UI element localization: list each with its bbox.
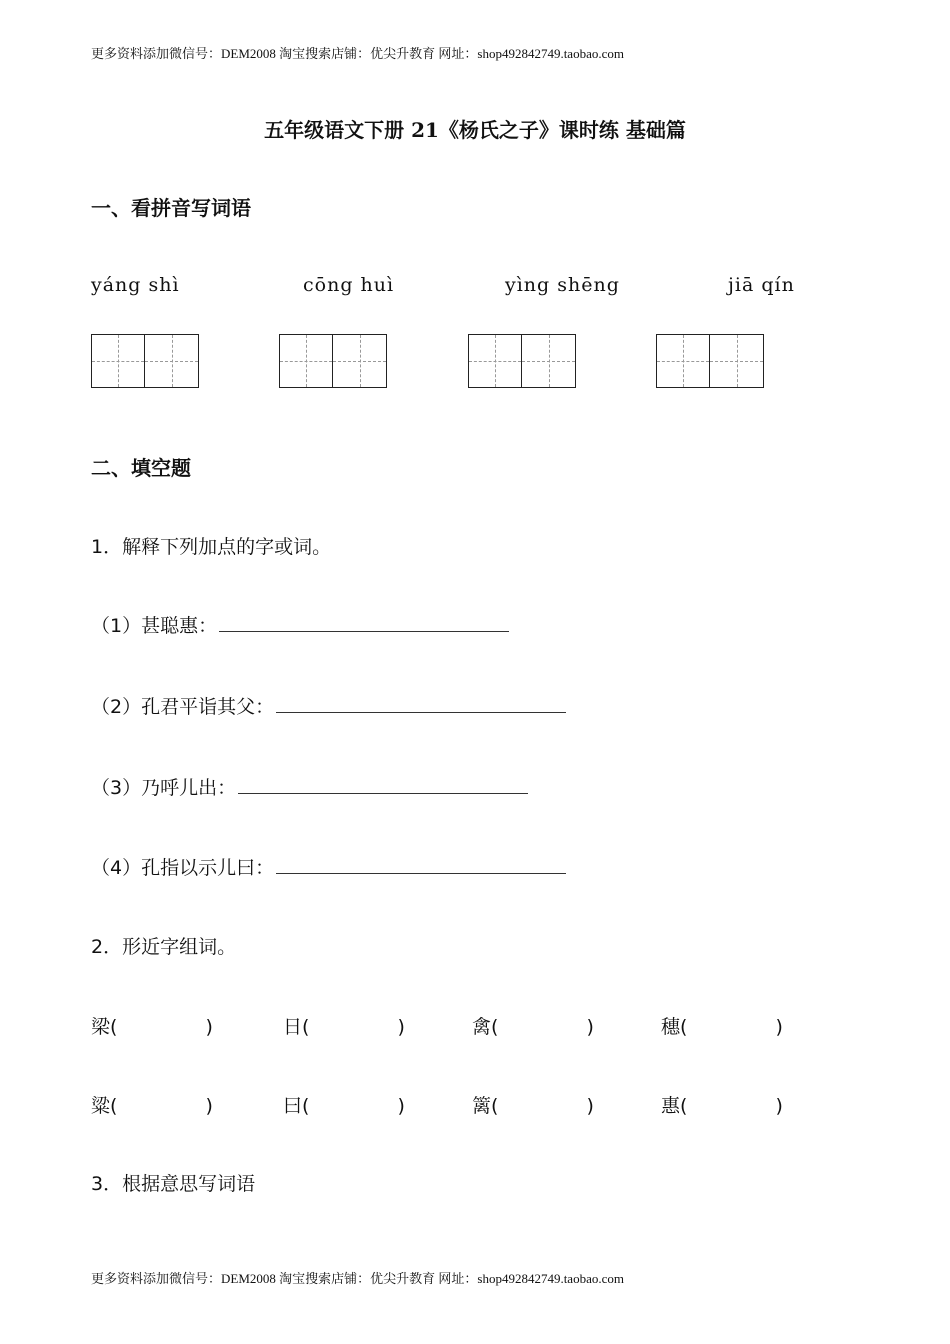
open-paren: ( xyxy=(110,1095,118,1117)
page-title: 五年级语文下册 21《杨氏之子》课时练 基础篇 xyxy=(264,118,686,142)
pinyin-2: cōng huì xyxy=(303,274,395,296)
writing-grid-4[interactable] xyxy=(656,334,764,388)
grid-cell[interactable] xyxy=(468,334,522,388)
close-paren: ) xyxy=(586,1016,594,1038)
close-paren: ) xyxy=(205,1016,213,1038)
close-paren: ) xyxy=(775,1016,783,1038)
pinyin-4: jiā qín xyxy=(728,274,795,296)
open-paren: ( xyxy=(302,1095,310,1117)
char: 梁 xyxy=(91,1016,111,1038)
open-paren: ( xyxy=(110,1016,118,1038)
writing-grid-2[interactable] xyxy=(279,334,387,388)
char-pair xyxy=(472,1012,594,1039)
section-2-heading: 二、填空题 xyxy=(91,456,191,480)
close-paren: ) xyxy=(397,1016,405,1038)
question-2-prompt: 2．形近字组词。 xyxy=(91,936,237,958)
answer-blank[interactable] xyxy=(238,775,528,794)
close-paren: ) xyxy=(586,1095,594,1117)
char-pair xyxy=(91,1012,213,1039)
section-1-heading: 一、看拼音写词语 xyxy=(91,196,251,220)
char-pair xyxy=(283,1091,405,1118)
char: 粱 xyxy=(91,1095,111,1117)
answer-blank[interactable] xyxy=(276,855,566,874)
open-paren: ( xyxy=(491,1095,499,1117)
grid-cell[interactable] xyxy=(710,334,764,388)
page-footer: 更多资料添加微信号：DEM2008 淘宝搜索店铺：优尖升教育 网址：shop492842749.taobao.com xyxy=(91,1271,624,1286)
grid-cell[interactable] xyxy=(522,334,576,388)
question-1-item-3 xyxy=(91,773,528,800)
char: 曰 xyxy=(283,1095,303,1117)
writing-grid-1[interactable] xyxy=(91,334,199,388)
char: 惠 xyxy=(661,1095,681,1117)
open-paren: ( xyxy=(302,1016,310,1038)
question-1-item-1 xyxy=(91,611,509,638)
writing-grid-3[interactable] xyxy=(468,334,576,388)
grid-cell[interactable] xyxy=(91,334,145,388)
char-pair xyxy=(472,1091,594,1118)
char-pair xyxy=(283,1012,405,1039)
char: 穗 xyxy=(661,1016,681,1038)
item-label: （4）孔指以示儿曰： xyxy=(91,857,275,879)
grid-cell[interactable] xyxy=(656,334,710,388)
close-paren: ) xyxy=(205,1095,213,1117)
char-pair xyxy=(661,1091,783,1118)
pinyin-1: yáng shì xyxy=(91,274,180,296)
char: 篱 xyxy=(472,1095,492,1117)
char: 禽 xyxy=(472,1016,492,1038)
answer-blank[interactable] xyxy=(276,694,566,713)
char: 日 xyxy=(283,1016,303,1038)
close-paren: ) xyxy=(775,1095,783,1117)
char-pair xyxy=(91,1091,213,1118)
question-1-prompt: 1．解释下列加点的字或词。 xyxy=(91,536,332,558)
item-label: （2）孔君平诣其父： xyxy=(91,696,275,718)
item-label: （3）乃呼儿出： xyxy=(91,777,237,799)
grid-cell[interactable] xyxy=(145,334,199,388)
open-paren: ( xyxy=(680,1095,688,1117)
open-paren: ( xyxy=(680,1016,688,1038)
open-paren: ( xyxy=(491,1016,499,1038)
grid-cell[interactable] xyxy=(333,334,387,388)
answer-blank[interactable] xyxy=(219,613,509,632)
close-paren: ) xyxy=(397,1095,405,1117)
question-1-item-2 xyxy=(91,692,566,719)
grid-cell[interactable] xyxy=(279,334,333,388)
page-header: 更多资料添加微信号：DEM2008 淘宝搜索店铺：优尖升教育 网址：shop492842749.taobao.com xyxy=(91,46,624,61)
item-label: （1）甚聪惠： xyxy=(91,615,218,637)
char-pair xyxy=(661,1012,783,1039)
pinyin-3: yìng shēng xyxy=(505,274,620,296)
question-3-prompt: 3．根据意思写词语 xyxy=(91,1173,256,1195)
question-1-item-4 xyxy=(91,853,566,880)
